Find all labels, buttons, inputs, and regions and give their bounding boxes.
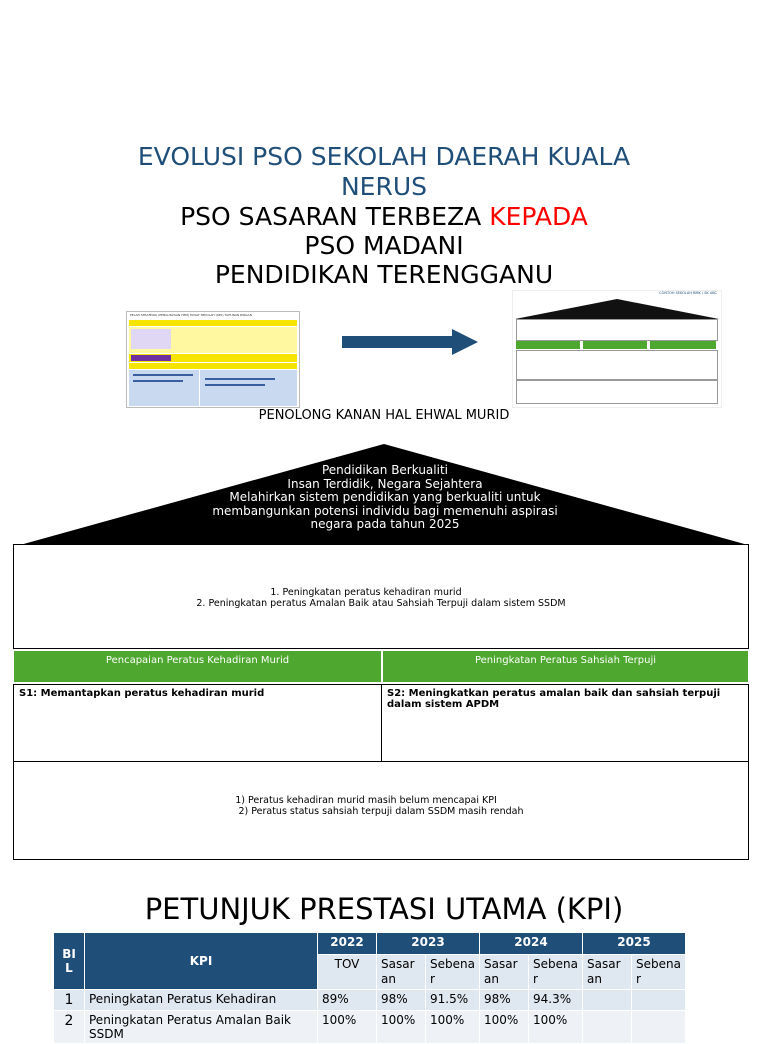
table-cell xyxy=(583,990,632,1011)
sub-header: Sebenar xyxy=(426,955,480,990)
goals-list xyxy=(14,587,748,609)
table-cell: 89% xyxy=(318,990,377,1011)
table-cell: 100% xyxy=(426,1011,480,1044)
year-header: 2025 xyxy=(583,933,686,955)
title-line-2: NERUS xyxy=(340,172,428,201)
strategy-text: S1: Memantapkan peratus kehadiran murid xyxy=(19,688,265,699)
vision-line-3: Melahirkan sistem pendidikan yang berkualiti untuk xyxy=(229,490,541,504)
row-number: 1 xyxy=(54,990,85,1011)
sub-header: Sebenar xyxy=(632,955,686,990)
table-cell xyxy=(632,1011,686,1044)
subtitle-text: PSO SASARAN TERBEZA xyxy=(180,202,490,231)
goal-item: 1. Peningkatan peratus kehadiran murid xyxy=(270,587,462,598)
page-subtitle xyxy=(0,202,768,289)
sub-header: Sasaran xyxy=(583,955,632,990)
table-cell xyxy=(632,990,686,1011)
thumbnail-heading: PELAN STRATEGIK (PENGURUSAN HEM) PUSAT SEKOLAH (SPS) TAHUNAN RINGAN xyxy=(130,313,252,317)
new-pso-thumbnail xyxy=(512,290,722,408)
kpi-table xyxy=(53,932,686,1044)
goals-box xyxy=(13,544,749,649)
pillar-header-attendance: Pencapaian Peratus Kehadiran Murid xyxy=(13,650,382,683)
subtitle-line-3: PENDIDIKAN TERENGGANU xyxy=(214,260,554,289)
table-row xyxy=(54,1011,686,1044)
pillar-header-conduct: Peningkatan Peratus Sahsiah Terpuji xyxy=(382,650,749,683)
old-pso-thumbnail xyxy=(126,311,300,408)
row-label: Peningkatan Peratus Kehadiran xyxy=(85,990,318,1011)
year-header: 2024 xyxy=(480,933,583,955)
strategy-box-1 xyxy=(13,684,382,762)
issue-item: 2) Peratus status sahsiah terpuji dalam SSDM masih rendah xyxy=(238,806,524,817)
table-cell: 100% xyxy=(318,1011,377,1044)
issue-item: 1) Peratus kehadiran murid masih belum mencapai KPI xyxy=(235,795,497,806)
arrow-right-icon xyxy=(342,329,478,355)
vision-line-2: Insan Terdidik, Negara Sejahtera xyxy=(287,476,483,491)
vision-statement xyxy=(190,464,580,532)
issues-list xyxy=(14,795,748,817)
table-cell: 100% xyxy=(529,1011,583,1044)
goal-item: 2. Peningkatan peratus Amalan Baik atau Sahsiah Terpuji dalam sistem SSDM xyxy=(196,598,566,609)
strategy-box-2 xyxy=(381,684,749,762)
year-header: 2022 xyxy=(318,933,377,955)
kpi-section-title: PETUNJUK PRESTASI UTAMA (KPI) xyxy=(144,892,624,926)
kpi-header: KPI xyxy=(85,933,318,990)
thumbnail-label: CONTOH SEKOLAH BMK / SK ABC xyxy=(659,291,717,295)
role-caption: PENOLONG KANAN HAL EHWAL MURID xyxy=(258,408,510,423)
year-header: 2023 xyxy=(377,933,480,955)
row-number: 2 xyxy=(54,1011,85,1044)
vision-line-5: negara pada tahun 2025 xyxy=(310,517,460,531)
issues-box xyxy=(13,761,749,860)
sub-header: Sasaran xyxy=(480,955,529,990)
subtitle-line-2: PSO MADANI xyxy=(304,231,464,260)
table-cell: 98% xyxy=(377,990,426,1011)
vision-line-4: membangunkan potensi individu bagi memenuhi aspirasi xyxy=(212,503,558,518)
table-cell xyxy=(583,1011,632,1044)
table-cell: 98% xyxy=(480,990,529,1011)
table-cell: 94.3% xyxy=(529,990,583,1011)
row-label: Peningkatan Peratus Amalan Baik SSDM xyxy=(85,1011,318,1044)
strategy-text: S2: Meningkatkan peratus amalan baik dan sahsiah terpuji dalam sistem APDM xyxy=(387,688,721,710)
sub-header: TOV xyxy=(318,955,377,990)
sub-header: Sasaran xyxy=(377,955,426,990)
subtitle-highlight: KEPADA xyxy=(489,202,588,231)
page-title xyxy=(0,142,768,202)
table-cell: 100% xyxy=(377,1011,426,1044)
table-cell: 100% xyxy=(480,1011,529,1044)
bil-header: BI L xyxy=(54,933,85,990)
title-line-1: EVOLUSI PSO SEKOLAH DAERAH KUALA xyxy=(137,142,631,171)
table-cell: 91.5% xyxy=(426,990,480,1011)
vision-line-1: Pendidikan Berkualiti xyxy=(321,463,448,477)
subtitle-line-1 xyxy=(0,202,768,231)
table-row xyxy=(54,990,686,1011)
sub-header: Sebenar xyxy=(529,955,583,990)
